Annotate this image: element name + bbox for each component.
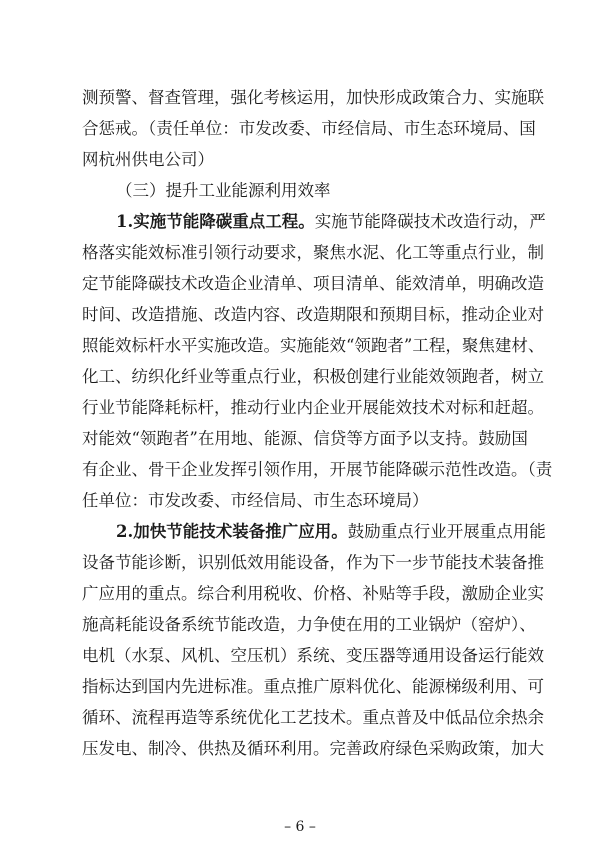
item2-text: 鼓励重点行业开展重点用能 [347, 522, 546, 541]
paragraph-line: 化工、纺织化纤业等重点行业，积极创建行业能效领跑者，树立 [82, 367, 544, 386]
paragraph-line: 格落实能效标准引领行动要求，聚焦水泥、化工等重点行业，制 [82, 243, 544, 262]
paragraph-line: 电机（水泵、风机、空压机）系统、变压器等通用设备运行能效 [82, 646, 544, 665]
paragraph-line: 网杭州供电公司） [82, 150, 214, 169]
paragraph-line: 任单位：市发改委、市经信局、市生态环境局） [82, 491, 429, 510]
paragraph-line: 合惩戒。（责任单位：市发改委、市经信局、市生态环境局、国 [82, 119, 536, 138]
paragraph-line: 有企业、骨干企业发挥引领作用，开展节能降碳示范性改造。（责 [82, 460, 553, 479]
paragraph-line: 指标达到国内先进标准。重点推广原料优化、能源梯级利用、可 [82, 677, 544, 696]
item2-heading: 2.加快节能技术装备推广应用。 [116, 522, 348, 541]
section-title: （三）提升工业能源利用效率 [116, 181, 331, 200]
paragraph-line: 设备节能诊断，识别低效用能设备，作为下一步节能技术装备推 [82, 553, 544, 572]
item1-first-line [116, 208, 546, 236]
item2-first-line [116, 518, 546, 546]
paragraph-line: 行业节能降耗标杆，推动行业内企业开展能效技术对标和赶超。 [82, 398, 544, 417]
paragraph-line: 照能效标杆水平实施改造。实施能效“领跑者”工程，聚焦建材、 [82, 336, 545, 355]
paragraph-line: 定节能降碳技术改造企业清单、项目清单、能效清单，明确改造 [82, 274, 544, 293]
paragraph-line: 广应用的重点。综合利用税收、价格、补贴等手段，激励企业实 [82, 584, 544, 603]
page-number: – 6 – [284, 819, 316, 835]
paragraph-line: 循环、流程再造等系统优化工艺技术。重点普及中低品位余热余 [82, 708, 544, 727]
paragraph-line: 时间、改造措施、改造内容、改造期限和预期目标，推动企业对 [82, 305, 544, 324]
paragraph-line: 测预警、督查管理，强化考核运用，加快形成政策合力、实施联 [82, 88, 544, 107]
paragraph-line: 施高耗能设备系统节能改造，力争使在用的工业锅炉（窑炉）、 [82, 615, 536, 634]
paragraph-line: 压发电、制冷、供热及循环利用。完善政府绿色采购政策，加大 [82, 739, 544, 758]
paragraph-line: 对能效“领跑者”在用地、能源、信贷等方面予以支持。鼓励国 [82, 429, 528, 448]
item1-heading: 1.实施节能降碳重点工程。 [116, 212, 315, 231]
item1-text: 实施节能降碳技术改造行动，严 [314, 212, 546, 231]
